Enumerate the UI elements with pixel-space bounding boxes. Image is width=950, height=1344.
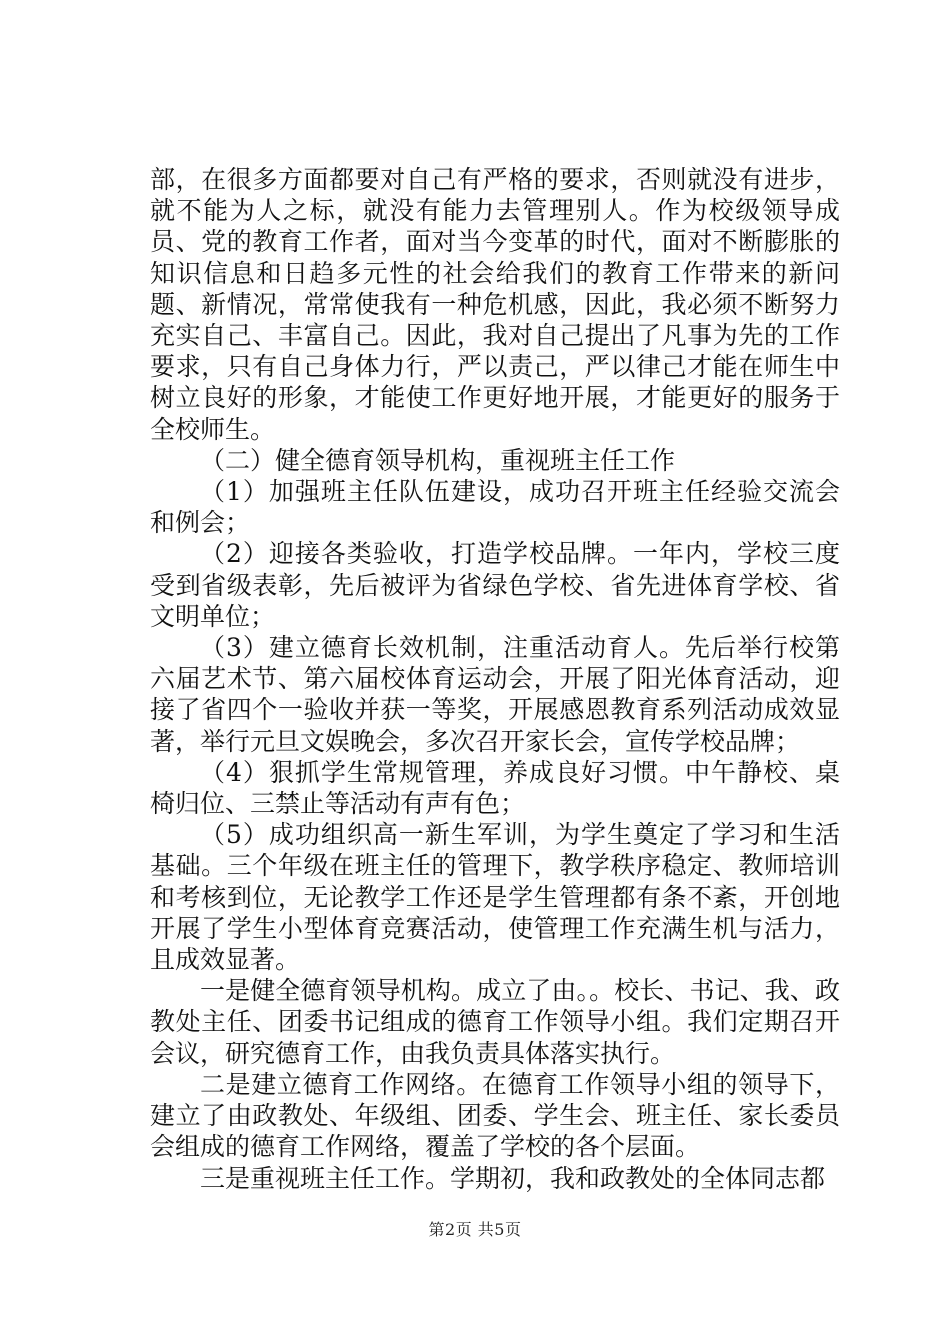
paragraph-1: 部，在很多方面都要对自己有严格的要求，否则就没有进步，就不能为人之标，就没有能力去管理别人。作为校级领导成员、党的教育工作者，面对当今变革的时代，面对不断膨胀的知识信息和日趋多元性的社会给我们的教育工作带来的新问题、新情况，常常使我有一种危机感，因此，我必须不断努力充实自己、丰富自己。因此，我对自己提出了凡事为先的工作要求，只有自己身体力行，严以责己，严以律己才能在师生中树立良好的形象，才能使工作更好地开展，才能更好的服务于全校师生。 [150, 165, 840, 444]
paragraph-point-3: 三是重视班主任工作。学期初，我和政教处的全体同志都 [200, 1163, 826, 1193]
section-heading: （二）健全德育领导机构，重视班主任工作 [200, 445, 676, 475]
document-body [150, 164, 840, 1194]
paragraph-item-1: （1）加强班主任队伍建设，成功召开班主任经验交流会和例会； [150, 477, 840, 538]
paragraph-point-1: 一是健全德育领导机构。成立了由。。校长、书记、我、政教处主任、团委书记组成的德育工作领导小组。我们定期召开会议，研究德育工作，由我负责具体落实执行。 [150, 976, 840, 1068]
paragraph-point-2: 二是建立德育工作网络。在德育工作领导小组的领导下，建立了由政教处、年级组、团委、学生会、班主任、家长委员会组成的德育工作网络，覆盖了学校的各个层面。 [150, 1069, 840, 1162]
paragraph-item-4: （4）狠抓学生常规管理，养成良好习惯。中午静校、桌椅归位、三禁止等活动有声有色； [150, 757, 840, 819]
paragraph-item-5: （5）成功组织高一新生军训，为学生奠定了学习和生活基础。三个年级在班主任的管理下，教学秩序稳定、教师培训和考核到位，无论教学工作还是学生管理都有条不紊，开创地开展了学生小型体育竞赛活动，使管理工作充满生机与活力，且成效显著。 [150, 820, 840, 975]
page-number-footer: 第2页 共5页 [428, 1220, 522, 1239]
paragraph-item-3: （3）建立德育长效机制，注重活动育人。先后举行校第六届艺术节、第六届校体育运动会，开展了阳光体育活动，迎接了省四个一验收并获一等奖，开展感恩教育系列活动成效显著，举行元旦文娱晚会，多次召开家长会，宣传学校品牌； [150, 633, 840, 756]
paragraph-item-2: （2）迎接各类验收，打造学校品牌。一年内，学校三度受到省级表彰，先后被评为省绿色学校、省先进体育学校、省文明单位； [150, 539, 840, 631]
